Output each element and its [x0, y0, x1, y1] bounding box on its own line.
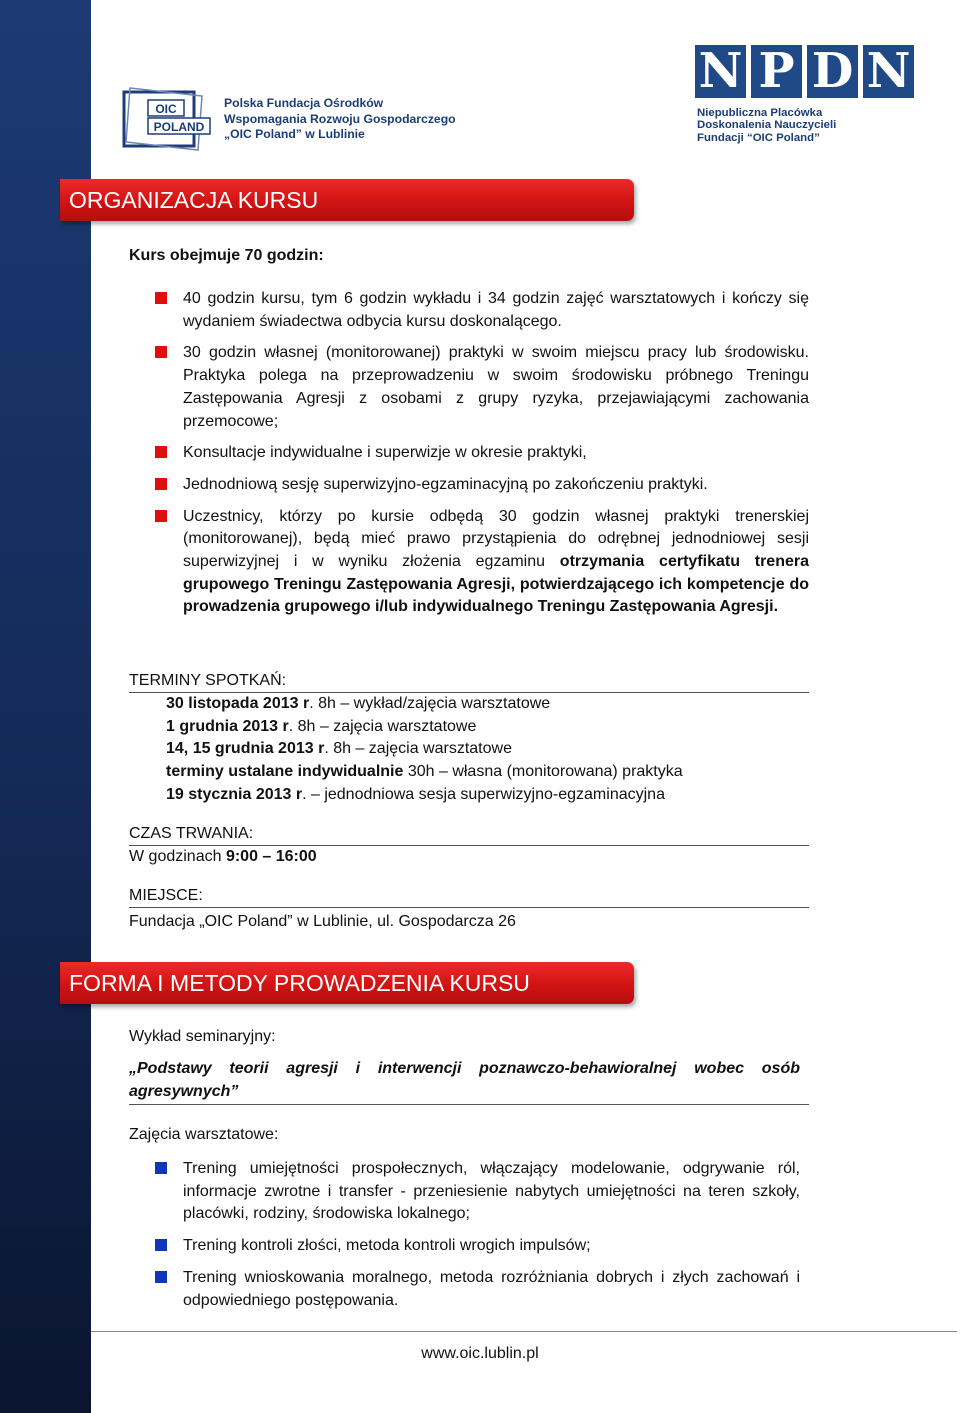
list-item	[155, 288, 809, 333]
list-item	[155, 1158, 800, 1226]
meeting-description: . 8h – zajęcia warsztatowe	[288, 717, 477, 735]
list-item-text: Uczestnicy, którzy po kursie odbędą 30 godzin własnej praktyki trenerskiej (monitorowanej), będą mieć prawo przystąpienia do odrębnej jednodniowej sesji superwizyjnej i w wyniku złożenia egzaminu	[183, 507, 809, 571]
npdn-line-1: Niepubliczna Placówka	[697, 107, 823, 119]
lecture-title: „Podstawy teorii agresji i interwencji poznawczo-behawioralnej wobec osób agresywnych”	[129, 1060, 800, 1100]
blue-square-bullet-icon	[155, 1271, 167, 1283]
list-item	[155, 474, 809, 497]
npdn-caption	[697, 107, 836, 144]
oic-emblem-icon	[120, 86, 212, 152]
svg-text:POLAND: POLAND	[153, 120, 205, 134]
course-components-list	[155, 288, 809, 619]
certificate-statement: otrzymania certyfikatu trenera grupowego Treningu Zastępowania Agresji, potwierdzającego ich kompetencje do prowadzenia grupowego i/lub indywidualnego Treningu Zastępowania Agresji.	[183, 553, 809, 616]
list-item	[155, 342, 809, 433]
list-item-text: Trening umiejętności prospołecznych, włączający modelowanie, odgrywanie ról, informacje zwrotne i transfer - przeniesienie nabytych umiejętności na teren szkoły, placówki, rodziny, środowiska lokalnego;	[183, 1160, 800, 1223]
list-item-text: 40 godzin kursu, tym 6 godzin wykładu i 34 godzin zajęć warsztatowych i kończy się wydaniem świadectwa odbycia kursu doskonalącego.	[183, 290, 809, 330]
red-square-bullet-icon	[155, 446, 167, 458]
npdn-letter: D	[807, 45, 858, 98]
svg-text:OIC: OIC	[155, 102, 177, 116]
section-banner-forma-metody: FORMA I METODY PROWADZENIA KURSU	[60, 962, 634, 1004]
meeting-dates-list	[166, 693, 683, 807]
organization-name	[224, 96, 456, 143]
org-line-2: Wspomagania Rozwoju Gospodarczego	[224, 111, 456, 126]
divider	[129, 907, 809, 908]
org-line-1: Polska Fundacja Ośrodków	[224, 96, 384, 110]
list-item	[155, 1235, 800, 1258]
duration-heading: CZAS TRWANIA:	[129, 825, 254, 842]
footer-url: www.oic.lublin.pl	[421, 1345, 539, 1362]
npdn-logo	[695, 45, 920, 145]
meeting-date: 30 listopada 2013 r	[166, 695, 310, 712]
meeting-date-row	[166, 716, 683, 739]
red-square-bullet-icon	[155, 510, 167, 522]
meeting-date: 1 grudnia 2013 r	[166, 717, 289, 735]
meeting-date: 14, 15 grudnia 2013 r	[166, 740, 325, 758]
npdn-line-3: Fundacji “OIC Poland”	[697, 131, 820, 144]
footer-divider	[91, 1331, 957, 1332]
meeting-date-row	[166, 693, 683, 716]
blue-square-bullet-icon	[155, 1239, 167, 1251]
course-hours-intro: Kurs obejmuje 70 godzin:	[129, 247, 324, 264]
meeting-description: . 8h – wykład/zajęcia warsztatowe	[309, 695, 551, 712]
meeting-description: . – jednodniowa sesja superwizyjno-egzaminacyjna	[302, 785, 665, 803]
red-square-bullet-icon	[155, 292, 167, 304]
meeting-description: . 8h – zajęcia warsztatowe	[324, 740, 512, 758]
blue-square-bullet-icon	[155, 1162, 167, 1174]
duration-hours: 9:00 – 16:00	[225, 848, 317, 865]
meeting-date-row	[166, 784, 683, 807]
red-square-bullet-icon	[155, 478, 167, 490]
duration-prefix: W godzinach	[129, 848, 226, 865]
workshop-methods-list	[155, 1158, 800, 1312]
section-banner-organizacja: ORGANIZACJA KURSU	[60, 179, 634, 221]
duration-line	[129, 846, 317, 869]
npdn-letter: N	[863, 45, 914, 98]
place-address: Fundacja „OIC Poland” w Lublinie, ul. Gospodarcza 26	[129, 913, 516, 930]
meeting-date: terminy ustalane indywidualnie	[166, 763, 404, 781]
meeting-date-row	[166, 738, 683, 761]
place-heading: MIEJSCE:	[129, 887, 203, 904]
npdn-line-2: Doskonalenia Nauczycieli	[697, 119, 837, 132]
meeting-date: 19 stycznia 2013 r	[166, 785, 303, 803]
meeting-description: 30h – własna (monitorowana) praktyka	[403, 763, 683, 781]
list-item	[155, 442, 809, 465]
list-item-text: Trening kontroli złości, metoda kontroli wrogich impulsów;	[183, 1237, 591, 1255]
divider	[129, 1104, 809, 1105]
npdn-letter: N	[695, 45, 746, 98]
list-item-text: Trening wnioskowania moralnego, metoda rozróżniania dobrych i złych zachowań i odpowiedniego postępowania.	[183, 1268, 800, 1309]
list-item-text: Jednodniową sesję superwizyjno-egzaminacyjną po zakończeniu praktyki.	[183, 475, 708, 493]
list-item-text: Konsultacje indywidualne i superwizje w okresie praktyki,	[183, 444, 587, 462]
org-line-3: „OIC Poland” w Lublinie	[224, 127, 365, 141]
lecture-label: Wykład seminaryjny:	[129, 1028, 276, 1045]
oic-poland-logo	[120, 86, 480, 154]
list-item	[155, 506, 809, 620]
meeting-dates-heading: TERMINY SPOTKAŃ:	[129, 672, 287, 689]
meeting-date-row	[166, 761, 683, 784]
red-square-bullet-icon	[155, 346, 167, 358]
list-item	[155, 1267, 800, 1312]
list-item-text: 30 godzin własnej (monitorowanej) praktyki w swoim miejscu pracy lub środowisku. Praktyka polega na przeprowadzeniu w swoim środowisku próbnego Treningu Zastępowania Agresji z osobami z grupy ryzyka, przejawiającymi zachowania przemocowe;	[183, 344, 809, 430]
workshop-label: Zajęcia warsztatowe:	[129, 1126, 279, 1143]
npdn-letter: P	[751, 45, 802, 98]
